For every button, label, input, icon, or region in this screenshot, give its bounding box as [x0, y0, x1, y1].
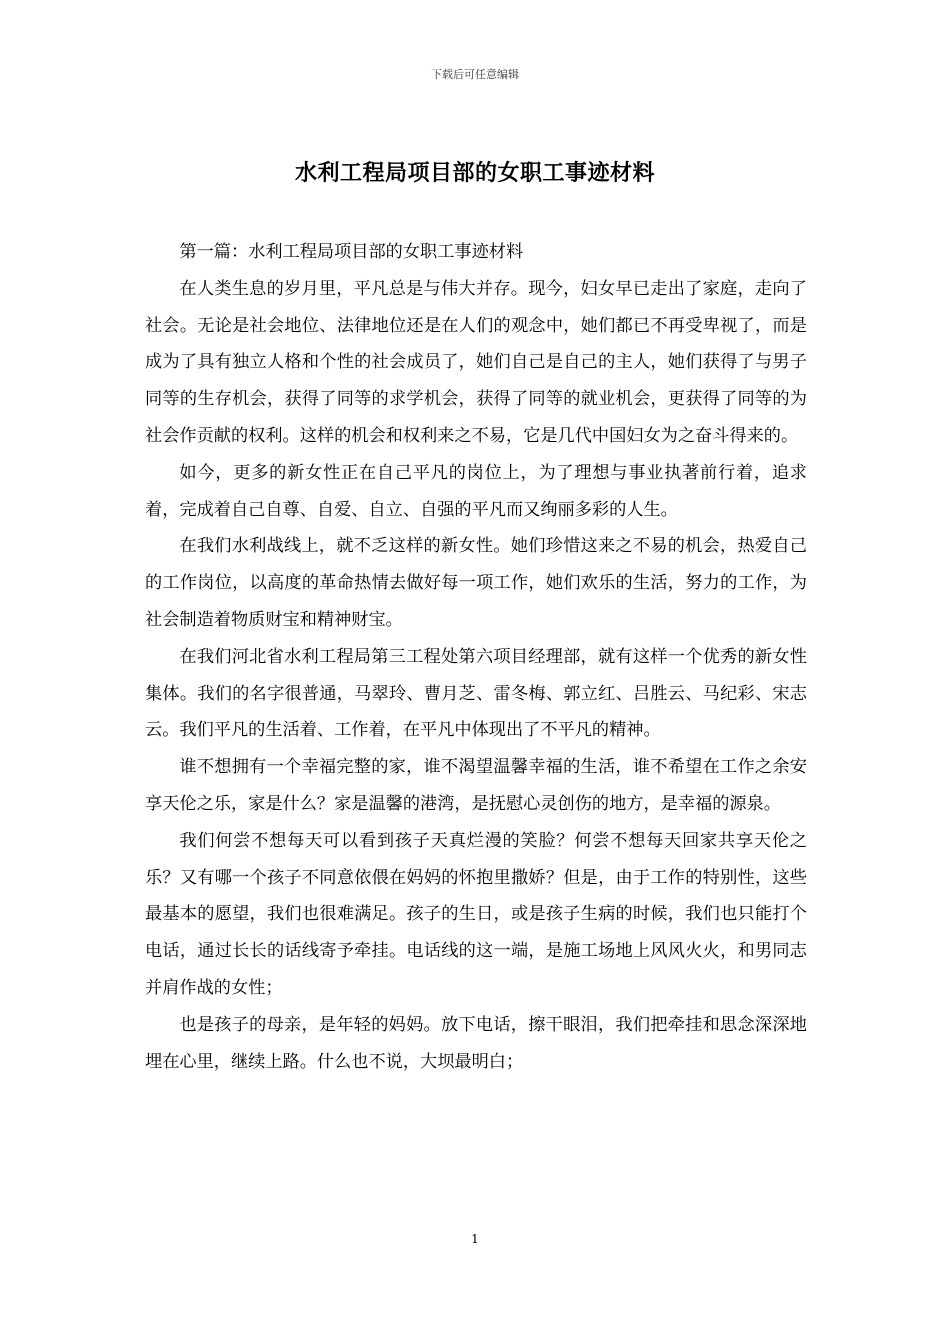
paragraph: 我们何尝不想每天可以看到孩子天真烂漫的笑脸？何尝不想每天回家共享天伦之乐？又有哪一个孩子不同意依偎在妈妈的怀抱里撒娇？但是，由于工作的特别性，这些最基本的愿望，我们也很难满足。孩子的生日，或是孩子生病的时候，我们也只能打个电话，通过长长的话线寄予牵挂。电话线的这一端，是施工场地上风风火火，和男同志并肩作战的女性；: [145, 830, 807, 998]
paragraph: 在人类生息的岁月里，平凡总是与伟大并存。现今，妇女早已走出了家庭，走向了社会。无论是社会地位、法律地位还是在人们的观念中，她们都已不再受卑视了，而是成为了具有独立人格和个性的社会成员了，她们自己是自己的主人，她们获得了与男子同等的生存机会，获得了同等的求学机会，获得了同等的就业机会，更获得了同等的为社会作贡献的权利。这样的机会和权利来之不易，它是几代中国妇女为之奋斗得来的。: [145, 278, 807, 446]
document-body: [145, 234, 807, 1080]
paragraph: 在我们水利战线上，就不乏这样的新女性。她们珍惜这来之不易的机会，热爱自己的工作岗位，以高度的革命热情去做好每一项工作，她们欢乐的生活，努力的工作，为社会制造着物质财宝和精神财宝。: [145, 536, 807, 630]
page-number: 1: [471, 1232, 479, 1246]
section-heading: 第一篇：水利工程局项目部的女职工事迹材料: [179, 242, 524, 262]
page-header-note: 下载后可任意编辑: [431, 68, 519, 81]
paragraph: 谁不想拥有一个幸福完整的家，谁不渴望温馨幸福的生活，谁不希望在工作之余安享天伦之乐，家是什么？家是温馨的港湾，是抚慰心灵创伤的地方，是幸福的源泉。: [145, 757, 807, 814]
paragraph: 也是孩子的母亲，是年轻的妈妈。放下电话，擦干眼泪，我们把牵挂和思念深深地埋在心里，继续上路。什么也不说，大坝最明白；: [145, 1014, 807, 1072]
paragraph: 在我们河北省水利工程局第三工程处第六项目经理部，就有这样一个优秀的新女性集体。我们的名字很普通，马翠玲、曹月芝、雷冬梅、郭立红、吕胜云、马纪彩、宋志云。我们平凡的生活着、工作着，在平凡中体现出了不平凡的精神。: [145, 646, 807, 741]
paragraph: 如今，更多的新女性正在自己平凡的岗位上，为了理想与事业执著前行着，追求着，完成着自己自尊、自爱、自立、自强的平凡而又绚丽多彩的人生。: [145, 462, 807, 520]
document-title: 水利工程局项目部的女职工事迹材料: [294, 160, 655, 186]
